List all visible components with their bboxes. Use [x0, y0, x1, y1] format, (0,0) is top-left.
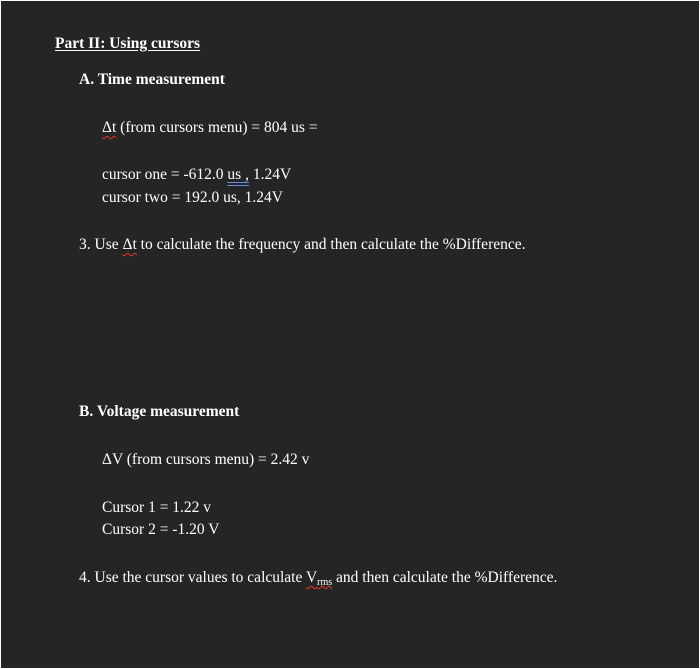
section-b-title: Voltage measurement [96, 403, 240, 420]
item-4-vrms [306, 569, 332, 586]
item-3-number: 3. [79, 236, 91, 253]
delta-t-line [102, 118, 318, 138]
item-3-symbol: Δt [122, 236, 137, 253]
item-4-text-before: Use the cursor values to calculate [94, 569, 306, 586]
section-a-label: A. [79, 71, 95, 88]
item-4-v: V [305, 569, 318, 586]
item-4-number: 4. [79, 569, 91, 586]
item-3-text-before: Use [94, 236, 123, 253]
item-4-rms-sub: rms [317, 577, 333, 588]
item-4-line [79, 568, 557, 593]
cursor-1-line: Cursor 1 = 1.22 v [102, 499, 212, 516]
item-3-line [79, 235, 526, 255]
cursor-2-line: Cursor 2 = -1.20 V [102, 521, 220, 538]
section-a-heading [79, 70, 225, 90]
item-3-text-after: to calculate the frequency and then calculate the %Difference. [136, 236, 526, 253]
delta-t-symbol: Δt [102, 119, 117, 136]
section-b-label: B. [79, 403, 94, 420]
cursor-one-text: cursor one = -612.0 [102, 166, 228, 183]
cursor-two-line: cursor two = 192.0 us, 1.24V [102, 189, 283, 206]
document-page [1, 1, 699, 668]
delta-t-text: (from cursors menu) = 804 us = [116, 119, 318, 136]
cursor-one-unit: us , [227, 166, 249, 183]
cursor-one-voltage: 1.24V [248, 166, 292, 183]
delta-v-line: ΔV (from cursors menu) = 2.42 v [102, 451, 310, 468]
section-a-title: Time measurement [97, 71, 225, 88]
section-b-heading [79, 402, 239, 422]
part-heading: Part II: Using cursors [55, 35, 201, 52]
cursor-one-line [102, 165, 291, 185]
item-4-text-after: and then calculate the %Difference. [332, 569, 558, 586]
